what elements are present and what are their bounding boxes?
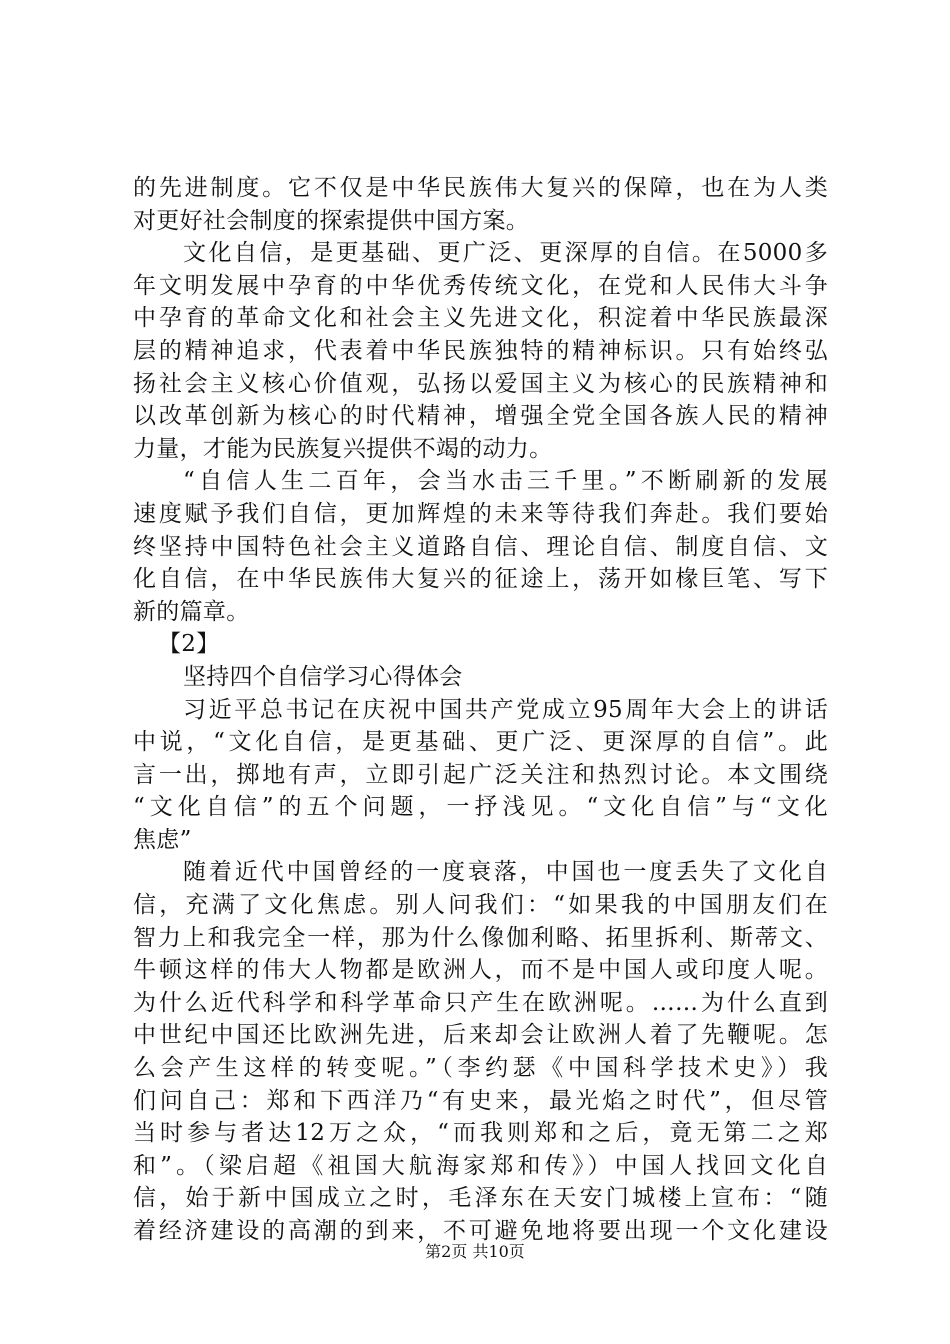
text-line: 速度赋予我们自信，更加辉煌的未来等待我们奔赴。我们要始 <box>133 500 828 527</box>
document-body <box>133 172 828 1248</box>
text-line: 焦虑” <box>133 826 192 853</box>
text-line: 信，始于新中国成立之时，毛泽东在天安门城楼上宣布：“随 <box>133 1185 828 1212</box>
text-line: 中世纪中国还比欧洲先进，后来却会让欧洲人着了先鞭呢。怎 <box>133 1022 828 1049</box>
text-line: 习近平总书记在庆祝中国共产党成立95周年大会上的讲话 <box>183 696 828 723</box>
text-line: 和”。（梁启超《祖国大航海家郑和传》）中国人找回文化自 <box>133 1152 828 1179</box>
text-line: 【2】 <box>158 631 220 658</box>
text-line: 年文明发展中孕育的中华优秀传统文化，在党和人民伟大斗争 <box>133 272 828 299</box>
text-line: 新的篇章。 <box>133 598 250 625</box>
text-line: 当时参与者达12万之众，“而我则郑和之后，竟无第二之郑 <box>133 1120 828 1147</box>
text-line: 为什么近代科学和科学革命只产生在欧洲呢。……为什么直到 <box>133 989 828 1016</box>
text-line: 智力上和我完全一样，那为什么像伽利略、拓里拆利、斯蒂文、 <box>133 924 828 951</box>
text-line: 化自信，在中华民族伟大复兴的征途上，荡开如椽巨笔、写下 <box>133 566 828 593</box>
text-line: 终坚持中国特色社会主义道路自信、理论自信、制度自信、文 <box>133 533 828 560</box>
text-line: 层的精神追求，代表着中华民族独特的精神标识。只有始终弘 <box>133 337 828 364</box>
text-line: 力量，才能为民族复兴提供不竭的动力。 <box>133 435 553 462</box>
text-line: 们问自己：郑和下西洋乃“有史来，最光焰之时代”，但尽管 <box>133 1087 828 1114</box>
text-line: 言一出，掷地有声，立即引起广泛关注和热烈讨论。本文围绕 <box>133 761 828 788</box>
page-footer: 第2页 共10页 <box>425 1242 525 1261</box>
text-line: “自信人生二百年，会当水击三千里。”不断刷新的发展 <box>183 468 828 495</box>
text-line: “文化自信”的五个问题，一抒浅见。“文化自信”与“文化 <box>133 794 828 821</box>
text-line: 么会产生这样的转变呢。”（李约瑟《中国科学技术史》）我 <box>133 1055 828 1082</box>
text-line: 的先进制度。它不仅是中华民族伟大复兴的保障，也在为人类 <box>133 175 828 201</box>
text-line: 中说，“文化自信，是更基础、更广泛、更深厚的自信”。此 <box>133 729 828 756</box>
text-line: 坚持四个自信学习心得体会 <box>183 663 463 690</box>
text-line: 对更好社会制度的探索提供中国方案。 <box>133 207 530 234</box>
text-line: 着经济建设的高潮的到来，不可避免地将要出现一个文化建设 <box>133 1218 828 1244</box>
text-line: 以改革创新为核心的时代精神，增强全党全国各族人民的精神 <box>133 403 828 430</box>
text-line: 信，充满了文化焦虑。别人问我们：“如果我的中国朋友们在 <box>133 892 828 919</box>
text-line: 随着近代中国曾经的一度衰落，中国也一度丢失了文化自 <box>183 859 828 886</box>
text-line: 中孕育的革命文化和社会主义先进文化，积淀着中华民族最深 <box>133 305 828 332</box>
text-line: 牛顿这样的伟大人物都是欧洲人，而不是中国人或印度人呢。 <box>133 957 828 984</box>
text-line: 文化自信，是更基础、更广泛、更深厚的自信。在5000多 <box>183 240 828 267</box>
text-line: 扬社会主义核心价值观，弘扬以爱国主义为核心的民族精神和 <box>133 370 828 397</box>
